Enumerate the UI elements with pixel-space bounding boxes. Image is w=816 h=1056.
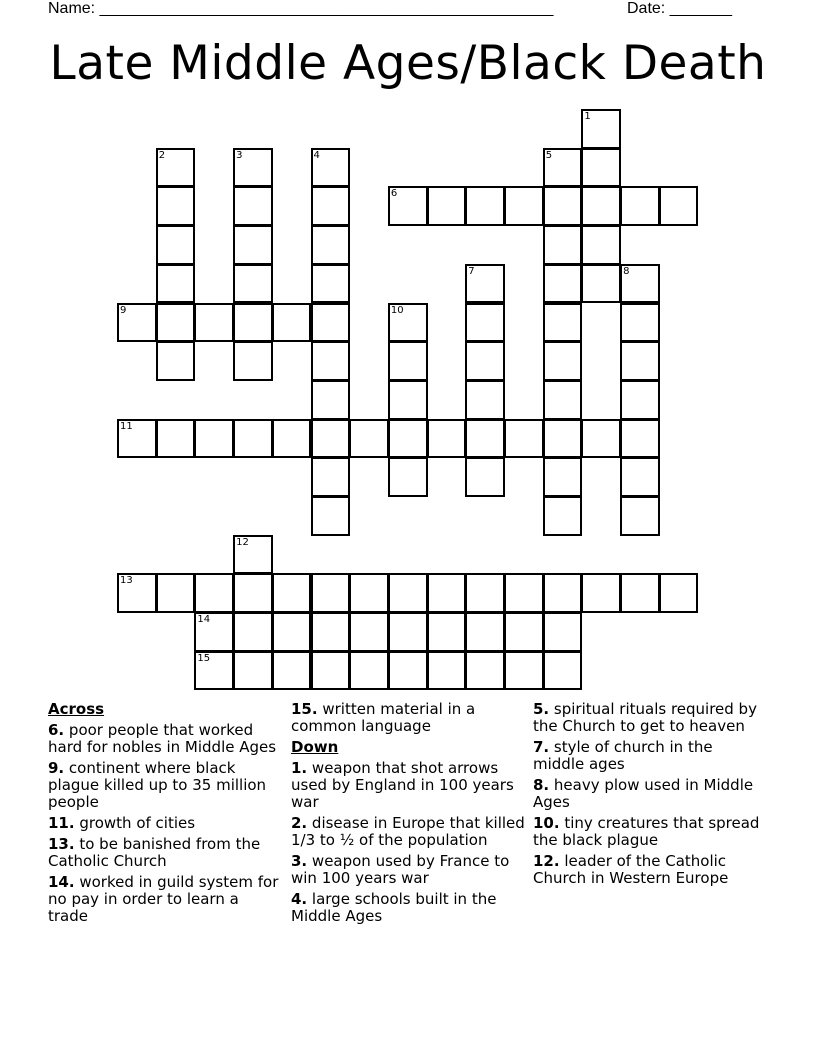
crossword-cell[interactable] bbox=[194, 612, 234, 652]
crossword-cell[interactable] bbox=[504, 651, 544, 691]
crossword-cell[interactable] bbox=[272, 573, 312, 613]
crossword-cell[interactable] bbox=[504, 612, 544, 652]
crossword-cell[interactable] bbox=[659, 186, 699, 226]
crossword-cell[interactable] bbox=[620, 380, 660, 420]
crossword-cell[interactable] bbox=[427, 612, 467, 652]
crossword-cell[interactable] bbox=[233, 573, 273, 613]
clue-down-12: 12. leader of the Catholic Church in Western Europe bbox=[533, 852, 729, 887]
crossword-cell[interactable] bbox=[620, 303, 660, 343]
crossword-cell[interactable] bbox=[620, 457, 660, 497]
crossword-cell[interactable] bbox=[233, 419, 273, 459]
crossword-cell[interactable] bbox=[465, 380, 505, 420]
crossword-cell[interactable] bbox=[465, 341, 505, 381]
down-heading: Down bbox=[291, 738, 339, 756]
crossword-cell[interactable] bbox=[311, 419, 351, 459]
clue-number: 11 bbox=[120, 420, 133, 432]
crossword-cell[interactable] bbox=[156, 264, 196, 304]
crossword-cell[interactable] bbox=[233, 148, 273, 188]
crossword-cell[interactable] bbox=[543, 303, 583, 343]
crossword-cell[interactable] bbox=[504, 186, 544, 226]
crossword-cell[interactable] bbox=[427, 186, 467, 226]
crossword-cell[interactable] bbox=[543, 651, 583, 691]
clues-column-3 bbox=[533, 701, 768, 891]
crossword-cell[interactable] bbox=[581, 109, 621, 149]
crossword-cell[interactable] bbox=[465, 264, 505, 304]
crossword-cell[interactable] bbox=[311, 303, 351, 343]
crossword-cell[interactable] bbox=[388, 186, 428, 226]
clue-across-14: 14. worked in guild system for no pay in order to learn a trade bbox=[48, 873, 279, 925]
crossword-cell[interactable] bbox=[311, 573, 351, 613]
crossword-cell[interactable] bbox=[543, 419, 583, 459]
crossword-cell[interactable] bbox=[311, 457, 351, 497]
crossword-cell[interactable] bbox=[427, 419, 467, 459]
crossword-cell[interactable] bbox=[620, 186, 660, 226]
crossword-cell[interactable] bbox=[543, 341, 583, 381]
crossword-cell[interactable] bbox=[543, 612, 583, 652]
crossword-cell[interactable] bbox=[388, 380, 428, 420]
crossword-cell[interactable] bbox=[543, 496, 583, 536]
crossword-cell[interactable] bbox=[233, 186, 273, 226]
crossword-cell[interactable] bbox=[311, 612, 351, 652]
clue-across-11: 11. growth of cities bbox=[48, 814, 196, 832]
crossword-cell[interactable] bbox=[543, 573, 583, 613]
clue-across-9: 9. continent where black plague killed up to 35 million people bbox=[48, 759, 267, 811]
crossword-cell[interactable] bbox=[620, 264, 660, 304]
crossword-cell[interactable] bbox=[465, 303, 505, 343]
clue-across-13: 13. to be banished from the Catholic Church bbox=[48, 835, 261, 870]
crossword-cell[interactable] bbox=[156, 303, 196, 343]
crossword-cell[interactable] bbox=[465, 186, 505, 226]
crossword-cell[interactable] bbox=[194, 651, 234, 691]
clue-across-6: 6. poor people that worked hard for nobles in Middle Ages bbox=[48, 721, 277, 756]
clue-down-7: 7. style of church in the middle ages bbox=[533, 738, 713, 773]
crossword-cell[interactable] bbox=[272, 419, 312, 459]
crossword-cell[interactable] bbox=[388, 612, 428, 652]
clue-number: 10 bbox=[390, 304, 404, 316]
clue-number: 2 bbox=[158, 149, 166, 161]
crossword-cell[interactable] bbox=[543, 225, 583, 265]
date-field-label: Date: _______ bbox=[627, 0, 732, 17]
crossword-cell[interactable] bbox=[504, 419, 544, 459]
crossword-cell[interactable] bbox=[272, 651, 312, 691]
crossword-cell[interactable] bbox=[233, 535, 273, 575]
crossword-cell[interactable] bbox=[156, 419, 196, 459]
crossword-cell[interactable] bbox=[581, 225, 621, 265]
clue-down-3: 3. weapon used by France to win 100 years war bbox=[291, 852, 510, 887]
crossword-cell[interactable] bbox=[194, 573, 234, 613]
clue-number: 4 bbox=[313, 149, 320, 161]
crossword-cell[interactable] bbox=[156, 225, 196, 265]
clue-number: 8 bbox=[623, 265, 630, 277]
clue-down-1: 1. weapon that shot arrows used by England in 100 years war bbox=[291, 759, 514, 811]
crossword-cell[interactable] bbox=[581, 419, 621, 459]
crossword-cell[interactable] bbox=[427, 651, 467, 691]
crossword-cell[interactable] bbox=[311, 186, 351, 226]
crossword-cell[interactable] bbox=[581, 148, 621, 188]
crossword-cell[interactable] bbox=[388, 419, 428, 459]
crossword-cell[interactable] bbox=[543, 457, 583, 497]
crossword-cell[interactable] bbox=[272, 303, 312, 343]
crossword-cell[interactable] bbox=[156, 341, 196, 381]
clue-number: 1 bbox=[584, 111, 591, 122]
crossword-cell[interactable] bbox=[388, 341, 428, 381]
crossword-cell[interactable] bbox=[465, 573, 505, 613]
crossword-cell[interactable] bbox=[311, 380, 351, 420]
crossword-cell[interactable] bbox=[311, 264, 351, 304]
clue-number: 12 bbox=[236, 536, 249, 548]
clue-down-4: 4. large schools built in the Middle Ages bbox=[291, 890, 497, 925]
crossword-cell[interactable] bbox=[194, 303, 234, 343]
crossword-cell[interactable] bbox=[233, 303, 273, 343]
clue-number: 14 bbox=[197, 614, 211, 626]
crossword-cell[interactable] bbox=[272, 612, 312, 652]
crossword-cell[interactable] bbox=[388, 573, 428, 613]
crossword-cell[interactable] bbox=[543, 186, 583, 226]
crossword-cell[interactable] bbox=[427, 573, 467, 613]
name-field-label: Name: ___________________________________________________ bbox=[48, 0, 554, 17]
across-heading: Across bbox=[48, 700, 105, 718]
crossword-cell[interactable] bbox=[156, 186, 196, 226]
clue-number: 7 bbox=[468, 265, 475, 277]
crossword-cell[interactable] bbox=[465, 651, 505, 691]
crossword-cell[interactable] bbox=[194, 419, 234, 459]
crossword-cell[interactable] bbox=[117, 573, 157, 613]
crossword-cell[interactable] bbox=[620, 496, 660, 536]
crossword-cell[interactable] bbox=[233, 264, 273, 304]
crossword-cell[interactable] bbox=[156, 148, 196, 188]
crossword-cell[interactable] bbox=[233, 651, 273, 691]
page-title: Late Middle Ages/Black Death bbox=[49, 36, 767, 91]
crossword-cell[interactable] bbox=[117, 303, 157, 343]
crossword-cell[interactable] bbox=[620, 341, 660, 381]
crossword-cell[interactable] bbox=[349, 419, 389, 459]
crossword-cell[interactable] bbox=[465, 457, 505, 497]
clue-down-2: 2. disease in Europe that killed 1/3 to ½ of the population bbox=[291, 814, 525, 849]
clue-number: 3 bbox=[236, 149, 243, 161]
crossword-cell[interactable] bbox=[311, 225, 351, 265]
clue-number: 13 bbox=[120, 575, 133, 587]
crossword-cell[interactable] bbox=[504, 573, 544, 613]
crossword-cell[interactable] bbox=[117, 419, 157, 459]
crossword-cell[interactable] bbox=[543, 264, 583, 304]
crossword-cell[interactable] bbox=[581, 186, 621, 226]
clue-number: 9 bbox=[120, 304, 127, 316]
clue-number: 6 bbox=[390, 188, 398, 200]
clue-across-15: 15. written material in a common language bbox=[291, 700, 476, 735]
clue-down-5: 5. spiritual rituals required by the Church to get to heaven bbox=[533, 700, 757, 735]
crossword-cell[interactable] bbox=[388, 651, 428, 691]
crossword-cell[interactable] bbox=[543, 148, 583, 188]
crossword-cell[interactable] bbox=[233, 612, 273, 652]
crossword-cell[interactable] bbox=[620, 419, 660, 459]
crossword-cell[interactable] bbox=[581, 573, 621, 613]
clue-down-8: 8. heavy plow used in Middle Ages bbox=[533, 776, 754, 811]
clue-down-10: 10. tiny creatures that spread the black plague bbox=[533, 814, 760, 849]
crossword-cell[interactable] bbox=[233, 225, 273, 265]
crossword-cell[interactable] bbox=[388, 457, 428, 497]
crossword-cell[interactable] bbox=[465, 612, 505, 652]
crossword-cell[interactable] bbox=[620, 573, 660, 613]
crossword-cell[interactable] bbox=[349, 573, 389, 613]
crossword-cell[interactable] bbox=[349, 612, 389, 652]
crossword-cell[interactable] bbox=[659, 573, 699, 613]
clue-number: 15 bbox=[197, 652, 211, 664]
crossword-cell[interactable] bbox=[581, 264, 621, 304]
crossword-cell[interactable] bbox=[311, 496, 351, 536]
clues-column-2 bbox=[291, 701, 526, 929]
crossword-cell[interactable] bbox=[311, 341, 351, 381]
crossword-cell[interactable] bbox=[349, 651, 389, 691]
clues-column-1 bbox=[48, 701, 283, 929]
crossword-cell[interactable] bbox=[465, 419, 505, 459]
crossword-cell[interactable] bbox=[156, 573, 196, 613]
crossword-cell[interactable] bbox=[388, 303, 428, 343]
crossword-cell[interactable] bbox=[311, 148, 351, 188]
crossword-cell[interactable] bbox=[311, 651, 351, 691]
clue-number: 5 bbox=[545, 149, 553, 161]
crossword-cell[interactable] bbox=[233, 341, 273, 381]
crossword-cell[interactable] bbox=[543, 380, 583, 420]
